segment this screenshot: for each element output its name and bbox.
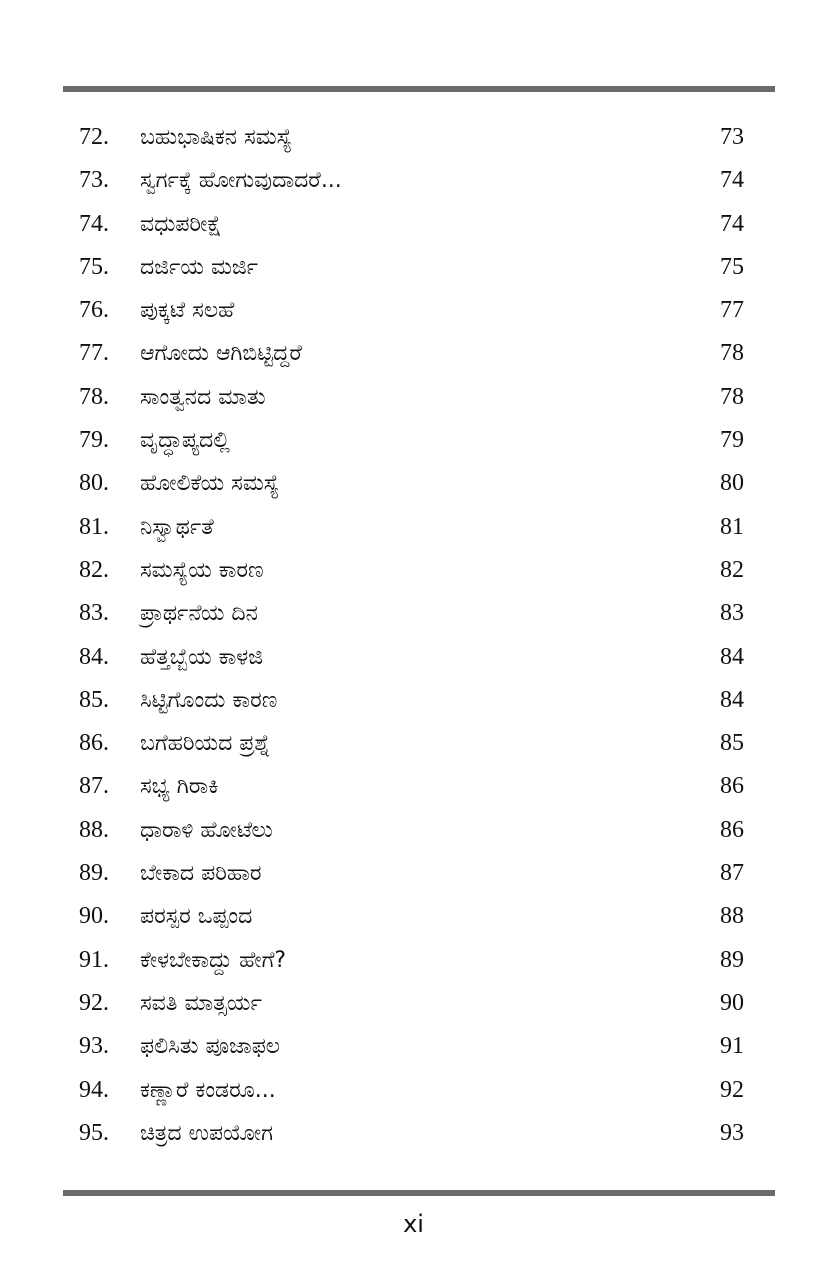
toc-entry[interactable]	[0, 376, 827, 419]
toc-entry[interactable]	[0, 1112, 827, 1155]
toc-entry-page-number: 77	[720, 297, 744, 324]
toc-entry-number: 92.	[79, 989, 109, 1016]
toc-entry-number: 81.	[79, 513, 109, 540]
toc-entry-title: ಹೋಲಿಕೆಯ ಸಮಸ್ಯೆ	[140, 471, 280, 497]
toc-entry-page-number: 75	[720, 253, 744, 280]
toc-entry[interactable]	[0, 679, 827, 722]
toc-entry-page-number: 87	[720, 860, 744, 887]
toc-entry-number: 75.	[79, 253, 109, 280]
toc-entry[interactable]	[0, 549, 827, 592]
toc-entry[interactable]	[0, 116, 827, 159]
toc-entry-page-number: 90	[720, 989, 744, 1016]
toc-entry-page-number: 86	[720, 816, 744, 843]
toc-entry-page-number: 78	[720, 340, 744, 367]
toc-entry-title: ಸಮಸ್ಯೆಯ ಕಾರಣ	[140, 557, 264, 583]
toc-entry-number: 83.	[79, 600, 109, 627]
toc-entry-page-number: 74	[720, 167, 744, 194]
toc-entry-title: ಪುಕ್ಕಟೆ ಸಲಹೆ	[140, 298, 235, 324]
toc-entry-number: 86.	[79, 730, 109, 757]
toc-entry-title: ಸವತಿ ಮಾತ್ಸರ್ಯ	[140, 990, 262, 1016]
table-of-contents	[0, 116, 827, 1155]
toc-entry-number: 77.	[79, 340, 109, 367]
toc-entry-title: ಹೆತ್ತಬ್ಬೆಯ ಕಾಳಜಿ	[140, 644, 264, 670]
toc-entry-title: ಪ್ರಾರ್ಥನೆಯ ದಿನ	[140, 601, 258, 627]
toc-entry-title: ಚಿತ್ರದ ಉಪಯೋಗ	[140, 1120, 273, 1146]
toc-entry[interactable]	[0, 289, 827, 332]
toc-entry-title: ಪರಸ್ಪರ ಒಪ್ಪಂದ	[140, 904, 253, 930]
toc-entry-number: 90.	[79, 903, 109, 930]
toc-entry-number: 74.	[79, 210, 109, 237]
toc-entry-number: 95.	[79, 1119, 109, 1146]
toc-entry-page-number: 84	[720, 643, 744, 670]
toc-entry-page-number: 86	[720, 773, 744, 800]
toc-entry[interactable]	[0, 939, 827, 982]
toc-entry-number: 76.	[79, 297, 109, 324]
toc-entry-title: ಬಹುಭಾಷಿಕನ ಸಮಸ್ಯೆ	[140, 125, 293, 150]
toc-entry-title: ಧಾರಾಳಿ ಹೋಟೆಲು	[140, 817, 273, 843]
toc-entry-page-number: 89	[720, 946, 744, 973]
toc-entry-number: 84.	[79, 643, 109, 670]
toc-entry-number: 73.	[79, 167, 109, 194]
toc-entry-title: ಕೇಳಬೇಕಾದ್ದು ಹೇಗೆ?	[140, 947, 287, 973]
toc-entry-title: ಕಣ್ಣಾರೆ ಕಂಡರೂ...	[140, 1077, 276, 1103]
toc-entry-page-number: 91	[720, 1033, 744, 1060]
toc-entry-page-number: 93	[720, 1119, 744, 1146]
toc-entry[interactable]	[0, 1069, 827, 1112]
bottom-rule	[63, 1190, 775, 1196]
toc-entry-number: 94.	[79, 1076, 109, 1103]
toc-entry-page-number: 74	[720, 210, 744, 237]
toc-entry-title: ವಧುಪರೀಕ್ಷೆ	[140, 211, 222, 237]
toc-entry-page-number: 81	[720, 513, 744, 540]
toc-entry-number: 88.	[79, 816, 109, 843]
toc-entry-page-number: 82	[720, 556, 744, 583]
toc-entry-number: 72.	[79, 124, 109, 150]
toc-entry-title: ಸಾಂತ್ವನದ ಮಾತು	[140, 384, 266, 410]
toc-entry-page-number: 88	[720, 903, 744, 930]
toc-entry[interactable]	[0, 332, 827, 375]
toc-entry-title: ಬೇಕಾದ ಪರಿಹಾರ	[140, 861, 262, 887]
top-rule	[63, 86, 775, 92]
toc-entry-page-number: 92	[720, 1076, 744, 1103]
toc-entry[interactable]	[0, 765, 827, 808]
toc-entry-page-number: 79	[720, 427, 744, 454]
toc-entry[interactable]	[0, 592, 827, 635]
toc-entry-number: 85.	[79, 686, 109, 713]
toc-entry-number: 89.	[79, 860, 109, 887]
toc-entry[interactable]	[0, 419, 827, 462]
toc-entry-number: 87.	[79, 773, 109, 800]
toc-entry-title: ಸಭ್ಯ ಗಿರಾಕಿ	[140, 774, 219, 800]
toc-entry-title: ನಿಸ್ವಾರ್ಥತೆ	[140, 514, 214, 540]
toc-entry-page-number: 83	[720, 600, 744, 627]
toc-entry[interactable]	[0, 982, 827, 1025]
toc-entry-title: ಸ್ವರ್ಗಕ್ಕೆ ಹೋಗುವುದಾದರೆ...	[140, 168, 342, 194]
toc-entry-page-number: 85	[720, 730, 744, 757]
toc-entry-title: ಆಗೋದು ಆಗಿಬಿಟ್ಟಿದ್ದರೆ	[140, 341, 302, 367]
toc-entry[interactable]	[0, 636, 827, 679]
toc-entry-number: 93.	[79, 1033, 109, 1060]
toc-entry-page-number: 80	[720, 470, 744, 497]
toc-entry-title: ಬಗೆಹರಿಯದ ಪ್ರಶ್ನೆ	[140, 731, 271, 757]
toc-entry[interactable]	[0, 159, 827, 202]
toc-entry-number: 91.	[79, 946, 109, 973]
toc-entry-number: 80.	[79, 470, 109, 497]
toc-entry[interactable]	[0, 722, 827, 765]
toc-entry-title: ಸಿಟ್ಟಿಗೊಂದು ಕಾರಣ	[140, 687, 278, 713]
page-folio: xi	[403, 1210, 424, 1238]
toc-entry-title: ಫಲಿಸಿತು ಪೂಜಾಫಲ	[140, 1034, 281, 1060]
toc-entry-number: 79.	[79, 427, 109, 454]
toc-entry[interactable]	[0, 462, 827, 505]
toc-entry[interactable]	[0, 852, 827, 895]
toc-entry[interactable]	[0, 203, 827, 246]
toc-entry-page-number: 78	[720, 383, 744, 410]
toc-entry-title: ದರ್ಜಿಯ ಮರ್ಜಿ	[140, 254, 259, 280]
toc-entry-number: 78.	[79, 383, 109, 410]
toc-entry[interactable]	[0, 1025, 827, 1068]
toc-entry[interactable]	[0, 809, 827, 852]
toc-entry[interactable]	[0, 895, 827, 938]
toc-entry-page-number: 73	[720, 124, 744, 150]
toc-entry-number: 82.	[79, 556, 109, 583]
toc-entry[interactable]	[0, 246, 827, 289]
toc-entry-page-number: 84	[720, 686, 744, 713]
toc-entry-title: ವೃದ್ಧಾಪ್ಯದಲ್ಲಿ	[140, 428, 230, 454]
toc-entry[interactable]	[0, 506, 827, 549]
